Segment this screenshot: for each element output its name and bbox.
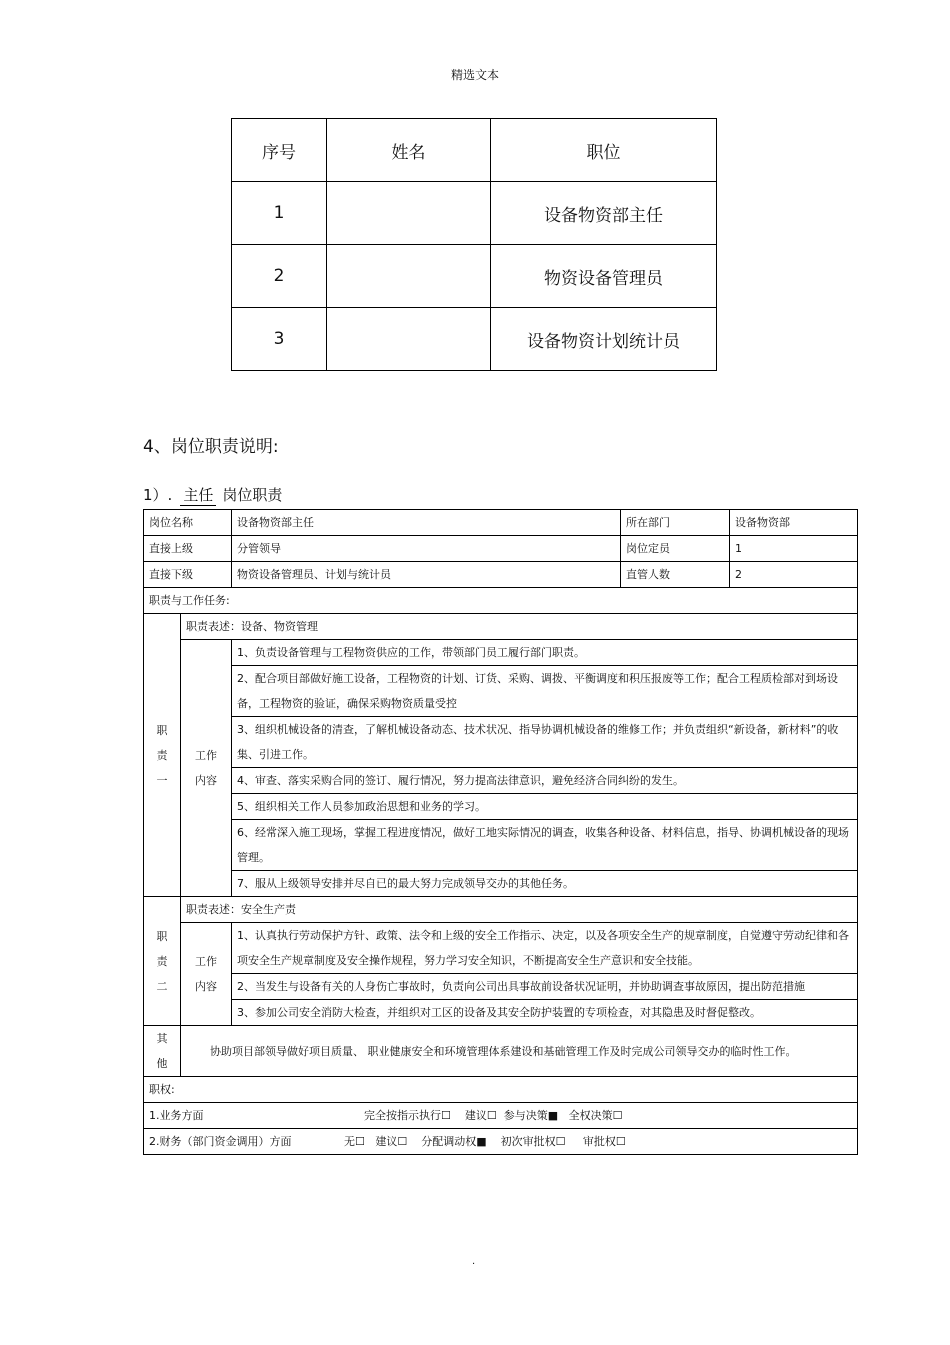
table-row (232, 245, 717, 308)
authority-label: 2.财务（部门资金调用）方面 (149, 1135, 292, 1148)
duty-item: 3、参加公司安全消防大检查，并组织对工区的设备及其安全防护装置的专项检查，对其隐患及时督促整改。 (232, 1000, 858, 1026)
duty-item: 4、审查、落实采购合同的签订、履行情况，努力提高法律意识，避免经济合同纠纷的发生。 (232, 768, 858, 794)
duty2-label: 职 责 二 (144, 897, 181, 1026)
table-row (144, 510, 858, 536)
sub-title-role: 主任 (180, 486, 216, 506)
table-row (144, 562, 858, 588)
table-row (144, 1077, 858, 1103)
table-row (144, 974, 858, 1000)
label-cell: 直接上级 (144, 536, 232, 562)
value-cell: 1 (730, 536, 858, 562)
table-row (144, 871, 858, 897)
authority-business (144, 1103, 858, 1129)
work-content-label: 工作 内容 (181, 923, 232, 1026)
section-title: 4、岗位职责说明: (143, 437, 279, 457)
authority-options: 完全按指示执行☐ 建议☐ 参与决策■ 全权决策☐ (364, 1109, 623, 1122)
table-row (232, 182, 717, 245)
duty-item: 7、服从上级领导安排并尽自已的最大努力完成领导交办的其他任务。 (232, 871, 858, 897)
table-row (144, 588, 858, 614)
page-header: 精选文本 (450, 68, 499, 82)
table-row (144, 923, 858, 974)
sub-title (143, 484, 282, 505)
column-header: 职位 (491, 119, 717, 182)
cell-name (327, 308, 491, 371)
cell-name (327, 182, 491, 245)
value-cell: 分管领导 (232, 536, 621, 562)
value-cell: 2 (730, 562, 858, 588)
authority-finance (144, 1129, 858, 1155)
duties-title: 职责与工作任务: (144, 588, 858, 614)
other-text: 协助项目部领导做好项目质量、 职业健康安全和环境管理体系建设和基础管理工作及时完成公司领导交办的临时性工作。 (181, 1026, 858, 1077)
label-cell: 岗位名称 (144, 510, 232, 536)
label-cell: 直接下级 (144, 562, 232, 588)
duty-item: 6、经常深入施工现场，掌握工程进度情况，做好工地实际情况的调查，收集各种设备、材料信息，指导、协调机械设备的现场管理。 (232, 820, 858, 871)
column-header: 姓名 (327, 119, 491, 182)
table-row (144, 1026, 858, 1077)
value-cell: 设备物资部主任 (232, 510, 621, 536)
table-row (144, 820, 858, 871)
label-cell: 直管人数 (621, 562, 730, 588)
table-row (144, 768, 858, 794)
table-row (144, 666, 858, 717)
cell-name (327, 245, 491, 308)
authority-title: 职权: (144, 1077, 858, 1103)
duty2-statement: 职责表述：安全生产责 (181, 897, 858, 923)
duty1-label: 职 责 一 (144, 614, 181, 897)
sub-title-prefix: 1）. (143, 486, 173, 504)
duty-item: 1、认真执行劳动保护方针、政策、法令和上级的安全工作指示、决定，以及各项安全生产的规章制度，自觉遵守劳动纪律和各项安全生产规章制度及安全操作规程，努力学习安全知识，不断提高安全生产意识和安全技能。 (232, 923, 858, 974)
column-header: 序号 (232, 119, 327, 182)
authority-label: 1.业务方面 (149, 1109, 204, 1122)
value-cell: 物资设备管理员、计划与统计员 (232, 562, 621, 588)
cell-no: 1 (232, 182, 327, 245)
cell-no: 2 (232, 245, 327, 308)
duty-item: 3、组织机械设备的清查，了解机械设备动态、技术状况、指导协调机械设备的维修工作；并负责组织“新设备，新材料”的收集、引进工作。 (232, 717, 858, 768)
table-row (144, 1129, 858, 1155)
table-row (144, 1000, 858, 1026)
job-description-table (143, 509, 858, 1155)
cell-position: 物资设备管理员 (491, 245, 717, 308)
table-row (144, 536, 858, 562)
duty1-statement: 职责表述：设备、物资管理 (181, 614, 858, 640)
table-row (144, 1103, 858, 1129)
table-header-row (232, 119, 717, 182)
table-row (144, 897, 858, 923)
duty-item: 2、配合项目部做好施工设备，工程物资的计划、订货、采购、调拨、平衡调度和积压报废等工作；配合工程质检部对到场设备，工程物资的验证，确保采购物资质量受控 (232, 666, 858, 717)
table-row (144, 717, 858, 768)
page-footer-dot: . (472, 1256, 476, 1267)
staff-table (231, 118, 717, 371)
value-cell: 设备物资部 (730, 510, 858, 536)
label-cell: 所在部门 (621, 510, 730, 536)
sub-title-suffix: 岗位职责 (222, 486, 283, 504)
label-cell: 岗位定员 (621, 536, 730, 562)
cell-position: 设备物资计划统计员 (491, 308, 717, 371)
duty-item: 2、当发生与设备有关的人身伤亡事故时，负责向公司出具事故前设备状况证明，并协助调查事故原因，提出防范措施 (232, 974, 858, 1000)
table-row (144, 640, 858, 666)
authority-options: 无☐ 建议☐ 分配调动权■ 初次审批权☐ 审批权☐ (344, 1135, 626, 1148)
duty-item: 5、组织相关工作人员参加政治思想和业务的学习。 (232, 794, 858, 820)
work-content-label: 工作 内容 (181, 640, 232, 897)
other-label: 其 他 (144, 1026, 181, 1077)
table-row (144, 794, 858, 820)
cell-no: 3 (232, 308, 327, 371)
duty-item: 1、负责设备管理与工程物资供应的工作，带领部门员工履行部门职责。 (232, 640, 858, 666)
table-row (144, 614, 858, 640)
cell-position: 设备物资部主任 (491, 182, 717, 245)
table-row (232, 308, 717, 371)
